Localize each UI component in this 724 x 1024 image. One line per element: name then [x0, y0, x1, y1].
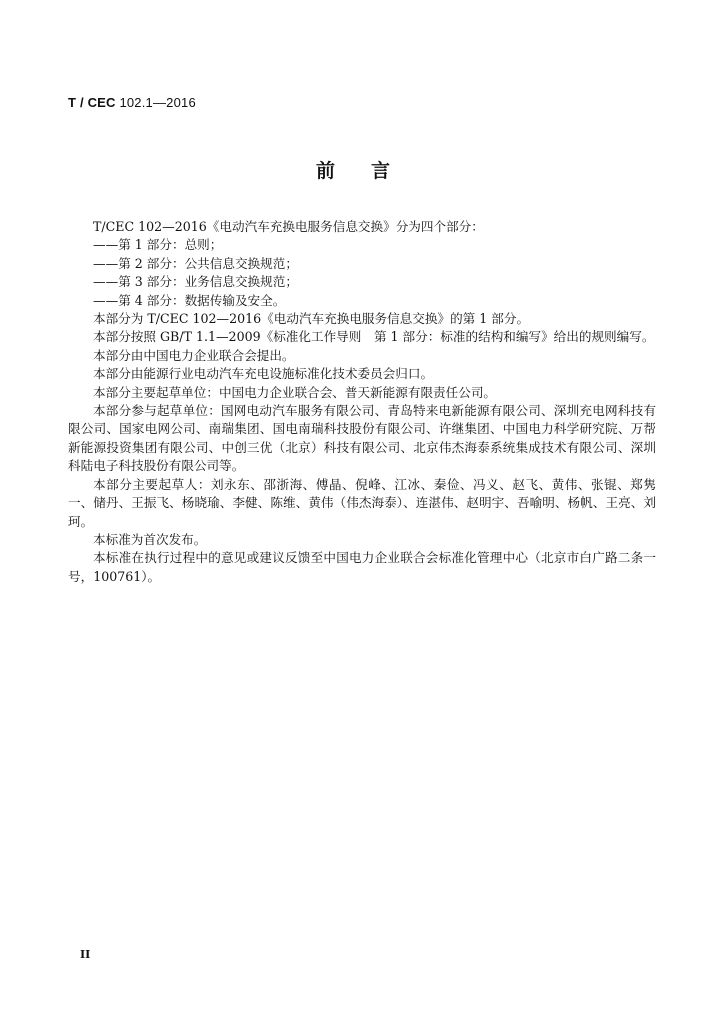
- paragraph-proposed-by: 本部分由中国电力企业联合会提出。: [93, 347, 295, 363]
- page-number: II: [80, 948, 91, 961]
- paragraph-part-2: ——第 2 部分：公共信息交换规范；: [93, 255, 298, 271]
- paragraph-main-drafters: 本部分主要起草人：刘永东、邵浙海、傅晶、倪峰、江冰、秦俭、冯义、赵飞、黄伟、张锟、郑隽一、储丹、王振飞、杨晓瑜、李健、陈维、黄伟（伟杰海泰）、连湛伟、赵明宇、吾喻明、杨帆、王亮、刘珂。: [68, 476, 656, 529]
- standard-code-prefix: T / CEC: [68, 95, 116, 110]
- paragraph-participating-orgs: 本部分参与起草单位：国网电动汽车服务有限公司、青岛特来电新能源有限公司、深圳充电网科技有限公司、国家电网公司、南瑞集团、国电南瑞科技股份有限公司、许继集团、中国电力科学研究院、万帮新能源投资集团有限公司、中创三优（北京）科技有限公司、北京伟杰海泰系统集成技术有限公司、深圳科陆电子科技股份有限公司等。: [68, 403, 656, 474]
- standard-code-number: 102.1—2016: [119, 95, 196, 110]
- paragraph-part-3: ——第 3 部分：业务信息交换规范；: [93, 274, 298, 290]
- paragraph-drafting-rules: 本部分按照 GB/T 1.1—2009《标准化工作导则 第 1 部分：标准的结构和编写》给出的规则编写。: [93, 329, 655, 345]
- paragraph-part-1: ——第 1 部分：总则；: [93, 237, 223, 253]
- page-title: 前言: [315, 160, 426, 182]
- paragraph-centralized-by: 本部分由能源行业电动汽车充电设施标准化技术委员会归口。: [93, 366, 434, 382]
- paragraph-parts-intro: T/CEC 102—2016《电动汽车充换电服务信息交换》分为四个部分：: [93, 219, 484, 234]
- paragraph-this-part: 本部分为 T/CEC 102—2016《电动汽车充换电服务信息交换》的第 1 部分。: [93, 311, 530, 327]
- foreword-body: [68, 218, 656, 586]
- standard-code: [68, 95, 196, 110]
- paragraph-part-4: ——第 4 部分：数据传输及安全。: [93, 292, 286, 308]
- paragraph-first-release: 本标准为首次发布。: [93, 531, 207, 547]
- paragraph-main-drafters-orgs: 本部分主要起草单位：中国电力企业联合会、普天新能源有限责任公司。: [93, 384, 496, 400]
- paragraph-feedback: 本标准在执行过程中的意见或建议反馈至中国电力企业联合会标准化管理中心（北京市白广路二条一号，100761）。: [68, 550, 656, 584]
